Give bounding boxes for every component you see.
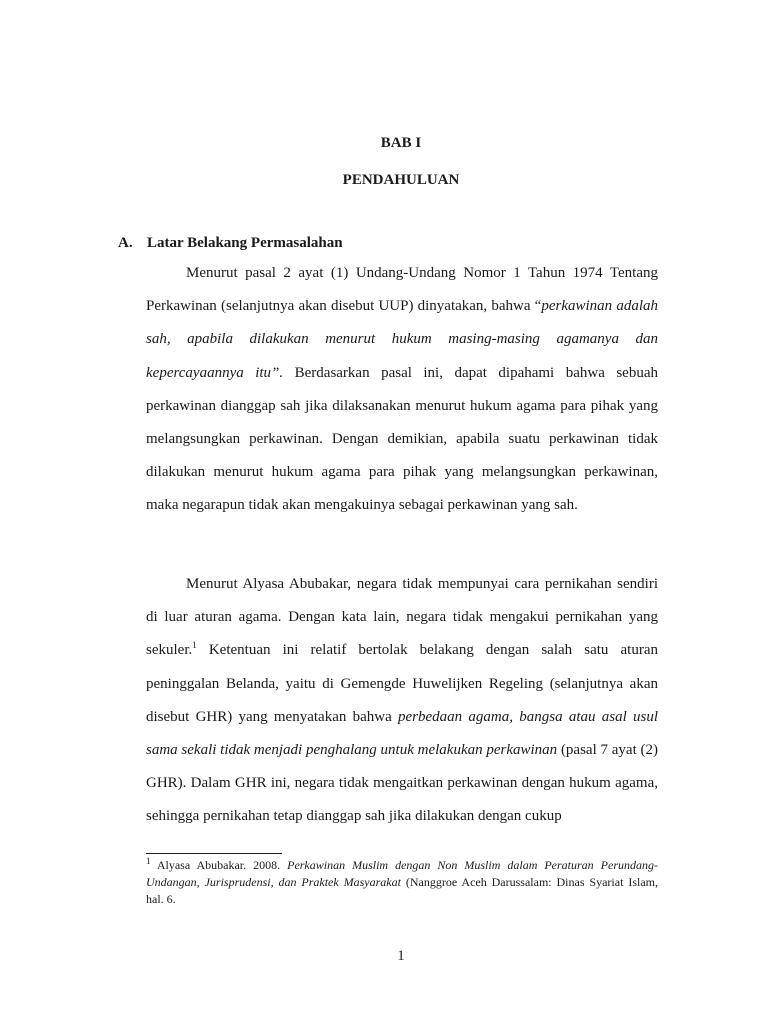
footnote-reference[interactable]: 1	[192, 640, 197, 651]
page-number: 1	[397, 948, 405, 964]
paragraph-2-quote: perbedaan agama, bangsa atau asal usul sama sekali tidak menjadi penghalang untuk melakukan perkawinan	[146, 708, 658, 759]
section-title: Latar Belakang Permasalahan	[147, 235, 343, 251]
paragraph-1-text-b: Berdasarkan pasal ini, dapat dipahami bahwa sebuah perkawinan dianggap sah jika dilaksanakan menurut hukum agama para pihak yang melangsungkan perkawinan. Dengan demikian, apabila suatu perkawinan tidak dilakukan menurut hukum agama para pihak yang melangsungkan perkawinan, maka negarapun tidak akan mengakuinya sebagai perkawinan yang sah.	[146, 364, 658, 514]
paragraph-1-text-a: Menurut pasal 2 ayat (1) Undang-Undang Nomor 1 Tahun 1974 Tentang Perkawinan (selanjutnya akan disebut UUP) dinyatakan, bahwa “	[146, 265, 658, 315]
paragraph-2-text-a: Menurut Alyasa Abubakar, negara tidak mempunyai cara pernikahan sendiri di luar aturan agama. Dengan kata lain, negara tidak mengakui pernikahan yang sekuler.	[146, 576, 658, 659]
chapter-number: BAB I	[380, 135, 422, 151]
paragraph-1	[146, 257, 658, 523]
section-letter: A.	[118, 235, 133, 251]
chapter-title: PENDAHULUAN	[342, 172, 460, 188]
footnote-text-b: (Nanggroe Aceh Darussalam: Dinas Syariat Islam, hal. 6.	[146, 875, 658, 906]
footnote-text-a: Alyasa Abubakar. 2008.	[150, 858, 288, 872]
section-heading	[118, 235, 343, 252]
footnote	[146, 857, 658, 908]
paragraph-1-quote: perkawinan adalah sah, apabila dilakukan menurut hukum masing-masing agamanya dan kepercayaannya itu”.	[146, 298, 658, 381]
footnote-number: 1	[146, 856, 151, 866]
footnote-book-title: Perkawinan Muslim dengan Non Muslim dalam Peraturan Perundang-Undangan, Jurisprudensi, dan Praktek Masyarakat	[146, 858, 658, 889]
paragraph-2	[146, 568, 658, 834]
footnote-divider	[146, 853, 282, 854]
paragraph-2-text-b: Ketentuan ini relatif bertolak belakang dengan salah satu aturan peninggalan Belanda, yaitu di Gemengde Huwelijken Regeling (selanjutnya akan disebut GHR) yang menyatakan bahwa	[146, 642, 658, 725]
paragraph-2-text-c: (pasal 7 ayat (2) GHR). Dalam GHR ini, negara tidak mengaitkan perkawinan dengan hukum agama, sehingga pernikahan tetap dianggap sah jika dilakukan dengan cukup	[146, 742, 658, 825]
